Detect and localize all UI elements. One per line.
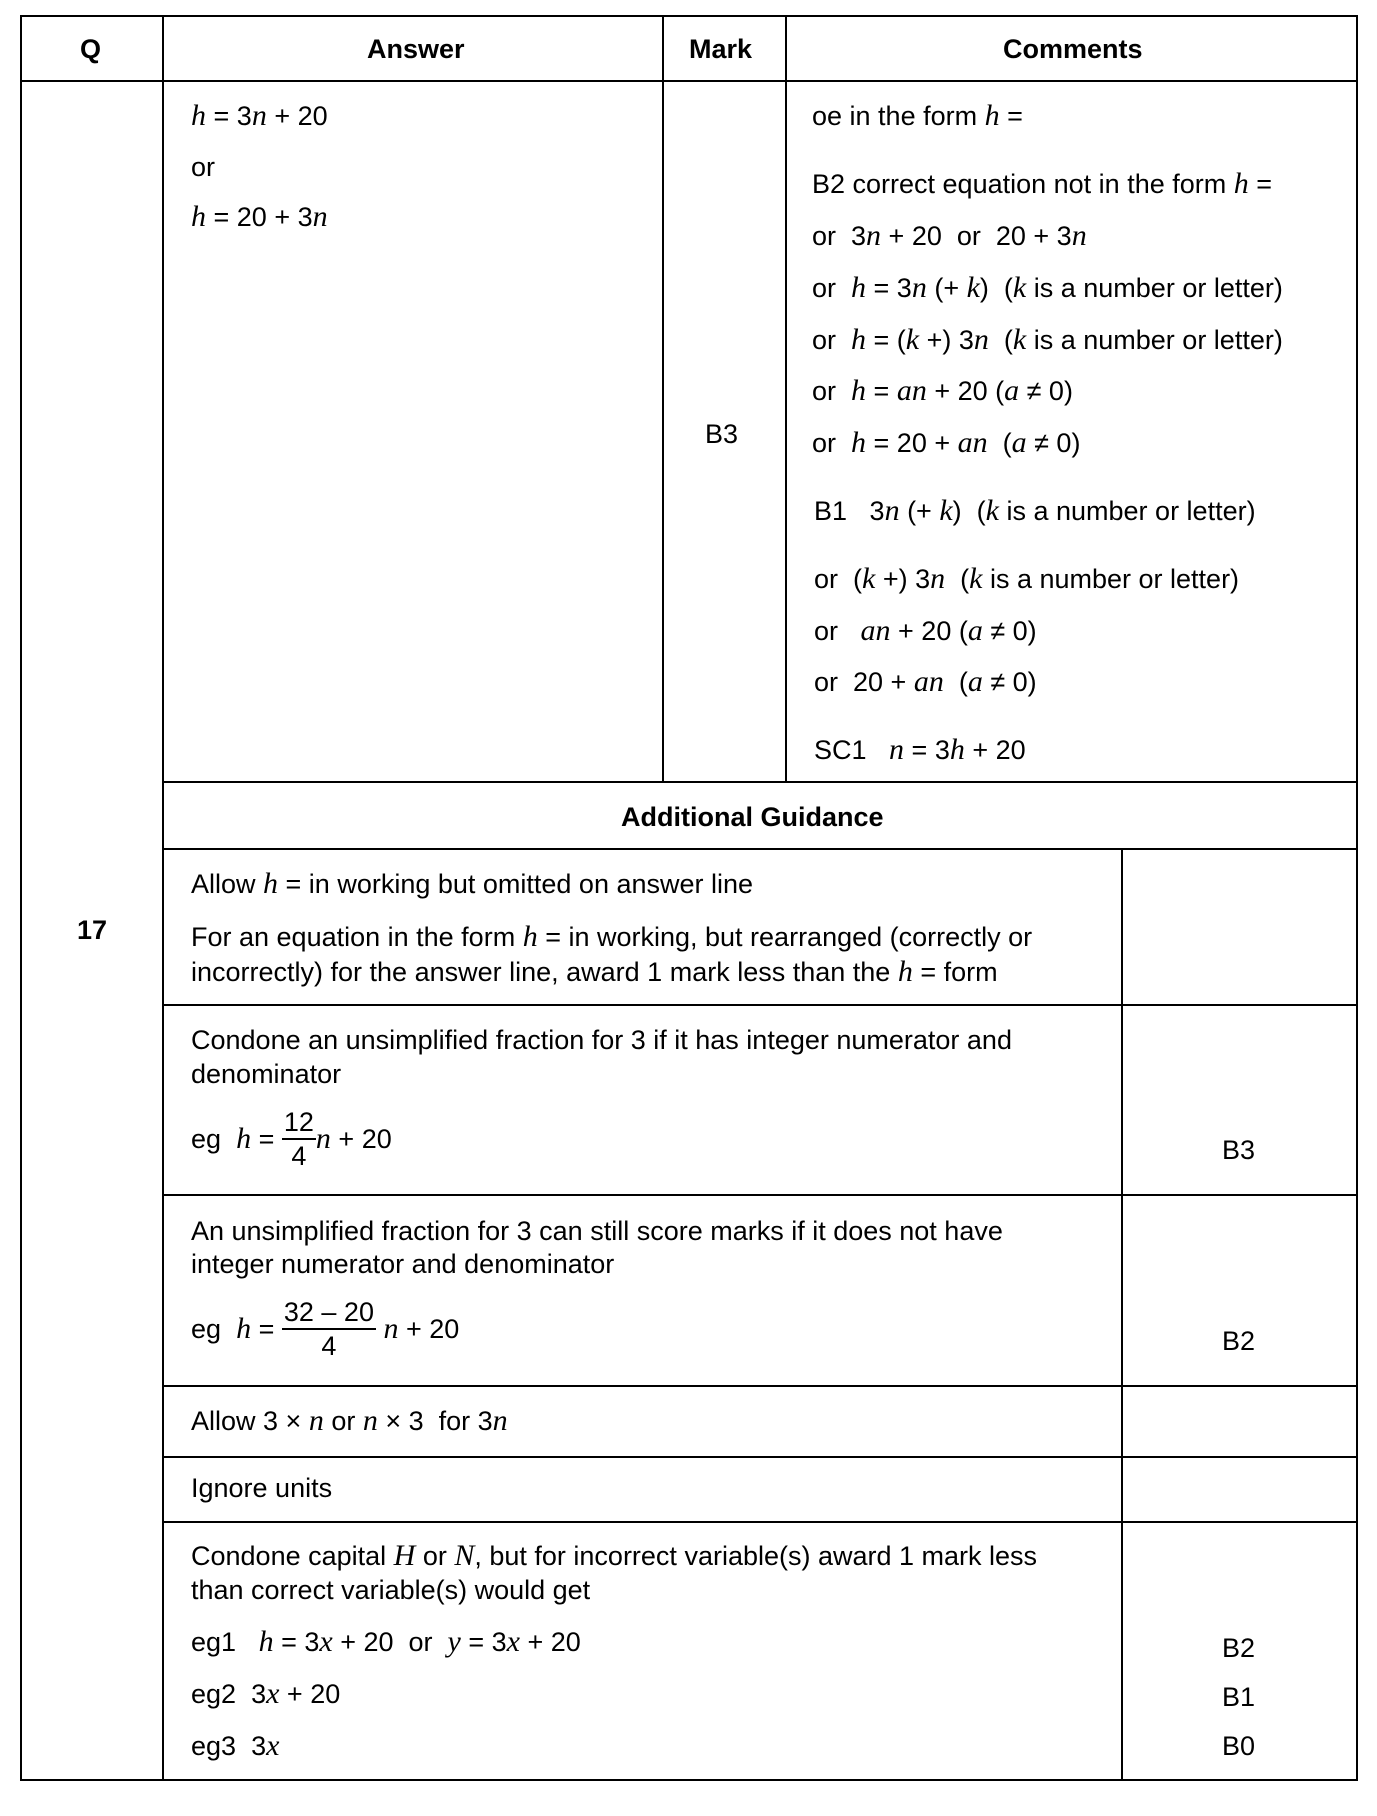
mark-value: B3 xyxy=(705,419,739,449)
guidance-row6-eg1-mark: B2 xyxy=(1222,1633,1256,1663)
comment-b2-or5: or h = 20 + an (a ≠ 0) xyxy=(812,426,1081,459)
comment-b1-or3: or 20 + an (a ≠ 0) xyxy=(814,665,1037,698)
comment-b2-or1: or 3n + 20 or 20 + 3n xyxy=(812,219,1087,252)
comment-sc1: SC1 n = 3h + 20 xyxy=(814,733,1026,766)
table-right-border xyxy=(1356,15,1358,1781)
header-answer: Answer xyxy=(367,34,465,64)
answer-line-3: h = 20 + 3n xyxy=(191,200,328,233)
guidance-row2-example: eg h = $\frac{12}{4}$ n + 20 xyxy=(191,1107,392,1171)
fraction-32-minus-20-over-4: $\frac{32 - 20}{4}$ xyxy=(283,1297,374,1361)
guidance-row1-line3: incorrectly) for the answer line, award 1 mark less than the h = form xyxy=(191,955,998,988)
guidance-row2-mark: B3 xyxy=(1222,1135,1256,1165)
question-number: 17 xyxy=(77,915,108,945)
comment-oe: oe in the form h = xyxy=(812,99,1023,132)
guidance-row1-bottom-border xyxy=(163,1004,1357,1006)
guidance-row3-mark: B2 xyxy=(1222,1326,1256,1356)
comment-b2: B2 correct equation not in the form h = xyxy=(812,167,1273,200)
header-bottom-border xyxy=(20,80,1357,82)
comment-b2-or4: or h = an + 20 (a ≠ 0) xyxy=(812,374,1073,407)
header-comments: Comments xyxy=(1003,34,1143,64)
answer-row-bottom-border xyxy=(163,781,1357,783)
header-mark: Mark xyxy=(689,34,753,64)
table-top-border xyxy=(20,15,1357,17)
answer-or: or xyxy=(191,152,216,182)
comment-b1-or1: or (k +) 3n (k is a number or letter) xyxy=(814,562,1240,595)
guidance-row5: Ignore units xyxy=(191,1473,333,1503)
mark-column-border xyxy=(785,15,787,782)
guidance-title-bottom-border xyxy=(163,848,1357,850)
guidance-row3-example: eg h = $\frac{32 - 20}{4}$ n + 20 xyxy=(191,1297,460,1361)
q-column-border xyxy=(162,15,164,1781)
guidance-row3-line1: An unsimplified fraction for 3 can still score marks if it does not have xyxy=(191,1216,1003,1246)
guidance-row3-line2: integer numerator and denominator xyxy=(191,1249,615,1279)
comment-b2-or3: or h = (k +) 3n (k is a number or letter) xyxy=(812,323,1283,356)
guidance-row5-bottom-border xyxy=(163,1521,1357,1523)
guidance-row1-line1: Allow h = in working but omitted on answer line xyxy=(191,867,754,900)
comment-b2-or2: or h = 3n (+ k) (k is a number or letter) xyxy=(812,271,1283,304)
guidance-row2-line2: denominator xyxy=(191,1059,342,1089)
guidance-row6-eg1: eg1 h = 3x + 20 or y = 3x + 20 xyxy=(191,1625,581,1658)
guidance-row2-line1: Condone an unsimplified fraction for 3 if it has integer numerator and xyxy=(191,1025,1012,1055)
answer-line-1: h = 3n + 20 xyxy=(191,99,328,132)
guidance-row6-eg2: eg2 3x + 20 xyxy=(191,1677,341,1710)
guidance-row1-line2: For an equation in the form h = in working, but rearranged (correctly or xyxy=(191,920,1033,953)
guidance-row6-line2: than correct variable(s) would get xyxy=(191,1575,591,1605)
table-left-border xyxy=(20,15,22,1781)
header-q: Q xyxy=(80,34,102,64)
comment-b1: B1 3n (+ k) (k is a number or letter) xyxy=(814,494,1256,527)
guidance-row6-eg3-mark: B0 xyxy=(1222,1731,1256,1761)
guidance-row4: Allow 3 × n or n × 3 for 3n xyxy=(191,1404,508,1437)
guidance-row6-eg3: eg3 3x xyxy=(191,1729,280,1762)
guidance-row3-bottom-border xyxy=(163,1385,1357,1387)
guidance-row6-eg2-mark: B1 xyxy=(1222,1682,1256,1712)
guidance-row4-bottom-border xyxy=(163,1456,1357,1458)
guidance-row6-line1: Condone capital H or N, but for incorrect variable(s) award 1 mark less xyxy=(191,1539,1038,1572)
guidance-mark-column-border xyxy=(1121,848,1123,1781)
comment-b1-or2: or an + 20 (a ≠ 0) xyxy=(814,614,1037,647)
guidance-row2-bottom-border xyxy=(163,1194,1357,1196)
fraction-12-over-4: $\frac{12}{4}$ xyxy=(283,1107,314,1171)
answer-column-border xyxy=(662,15,664,782)
table-bottom-border xyxy=(20,1779,1357,1781)
guidance-title: Additional Guidance xyxy=(621,802,884,832)
